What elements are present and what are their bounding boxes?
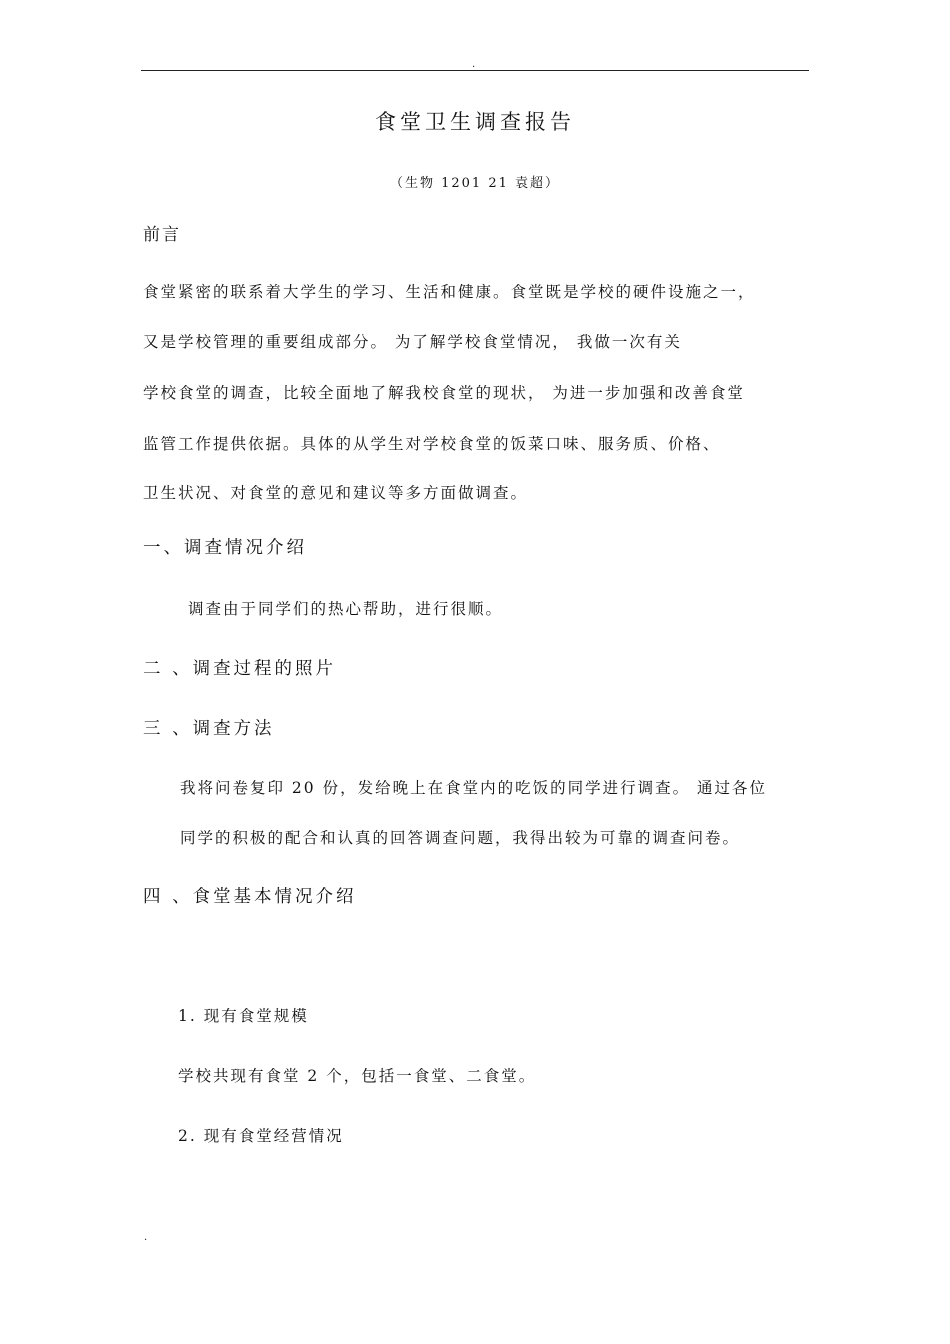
item1-heading: 1. 现有食堂规模 [178, 1007, 309, 1025]
preface-line-3: 学校食堂的调查，比较全面地了解我校食堂的现状， 为进一步加强和改善食堂 [143, 384, 745, 402]
section3-line-1: 我将问卷复印 20 份，发给晚上在食堂内的吃饭的同学进行调查。 通过各位 [180, 779, 768, 797]
section1-text: 调查由于同学们的热心帮助，进行很顺。 [188, 600, 504, 618]
page-subtitle: （生物 1201 21 袁超） [389, 176, 561, 191]
section2-heading: 二 、调查过程的照片 [143, 659, 337, 679]
section4-heading: 四 、食堂基本情况介绍 [143, 887, 357, 907]
item1-text: 学校共现有食堂 2 个，包括一食堂、二食堂。 [178, 1067, 537, 1085]
preface-line-4: 监管工作提供依据。具体的从学生对学校食堂的饭菜口味、服务质、价格、 [143, 435, 721, 453]
preface-line-2: 又是学校管理的重要组成部分。 为了解学校食堂情况， 我做一次有关 [143, 333, 682, 351]
preface-line-1: 食堂紧密的联系着大学生的学习、生活和健康。食堂既是学校的硬件设施之一， [143, 283, 756, 301]
item2-heading: 2. 现有食堂经营情况 [178, 1127, 344, 1145]
footer-mark: . [144, 1232, 148, 1243]
preface-heading: 前言 [143, 225, 181, 245]
header-mark: . [472, 59, 476, 70]
section3-line-2: 同学的积极的配合和认真的回答调查问题，我得出较为可靠的调查问卷。 [180, 829, 741, 847]
preface-line-5: 卫生状况、对食堂的意见和建议等多方面做调查。 [143, 484, 529, 502]
page-title: 食堂卫生调查报告 [375, 110, 575, 134]
section1-heading: 一、调查情况介绍 [143, 538, 307, 558]
header-rule [141, 70, 809, 71]
section3-heading: 三 、调查方法 [143, 719, 275, 739]
